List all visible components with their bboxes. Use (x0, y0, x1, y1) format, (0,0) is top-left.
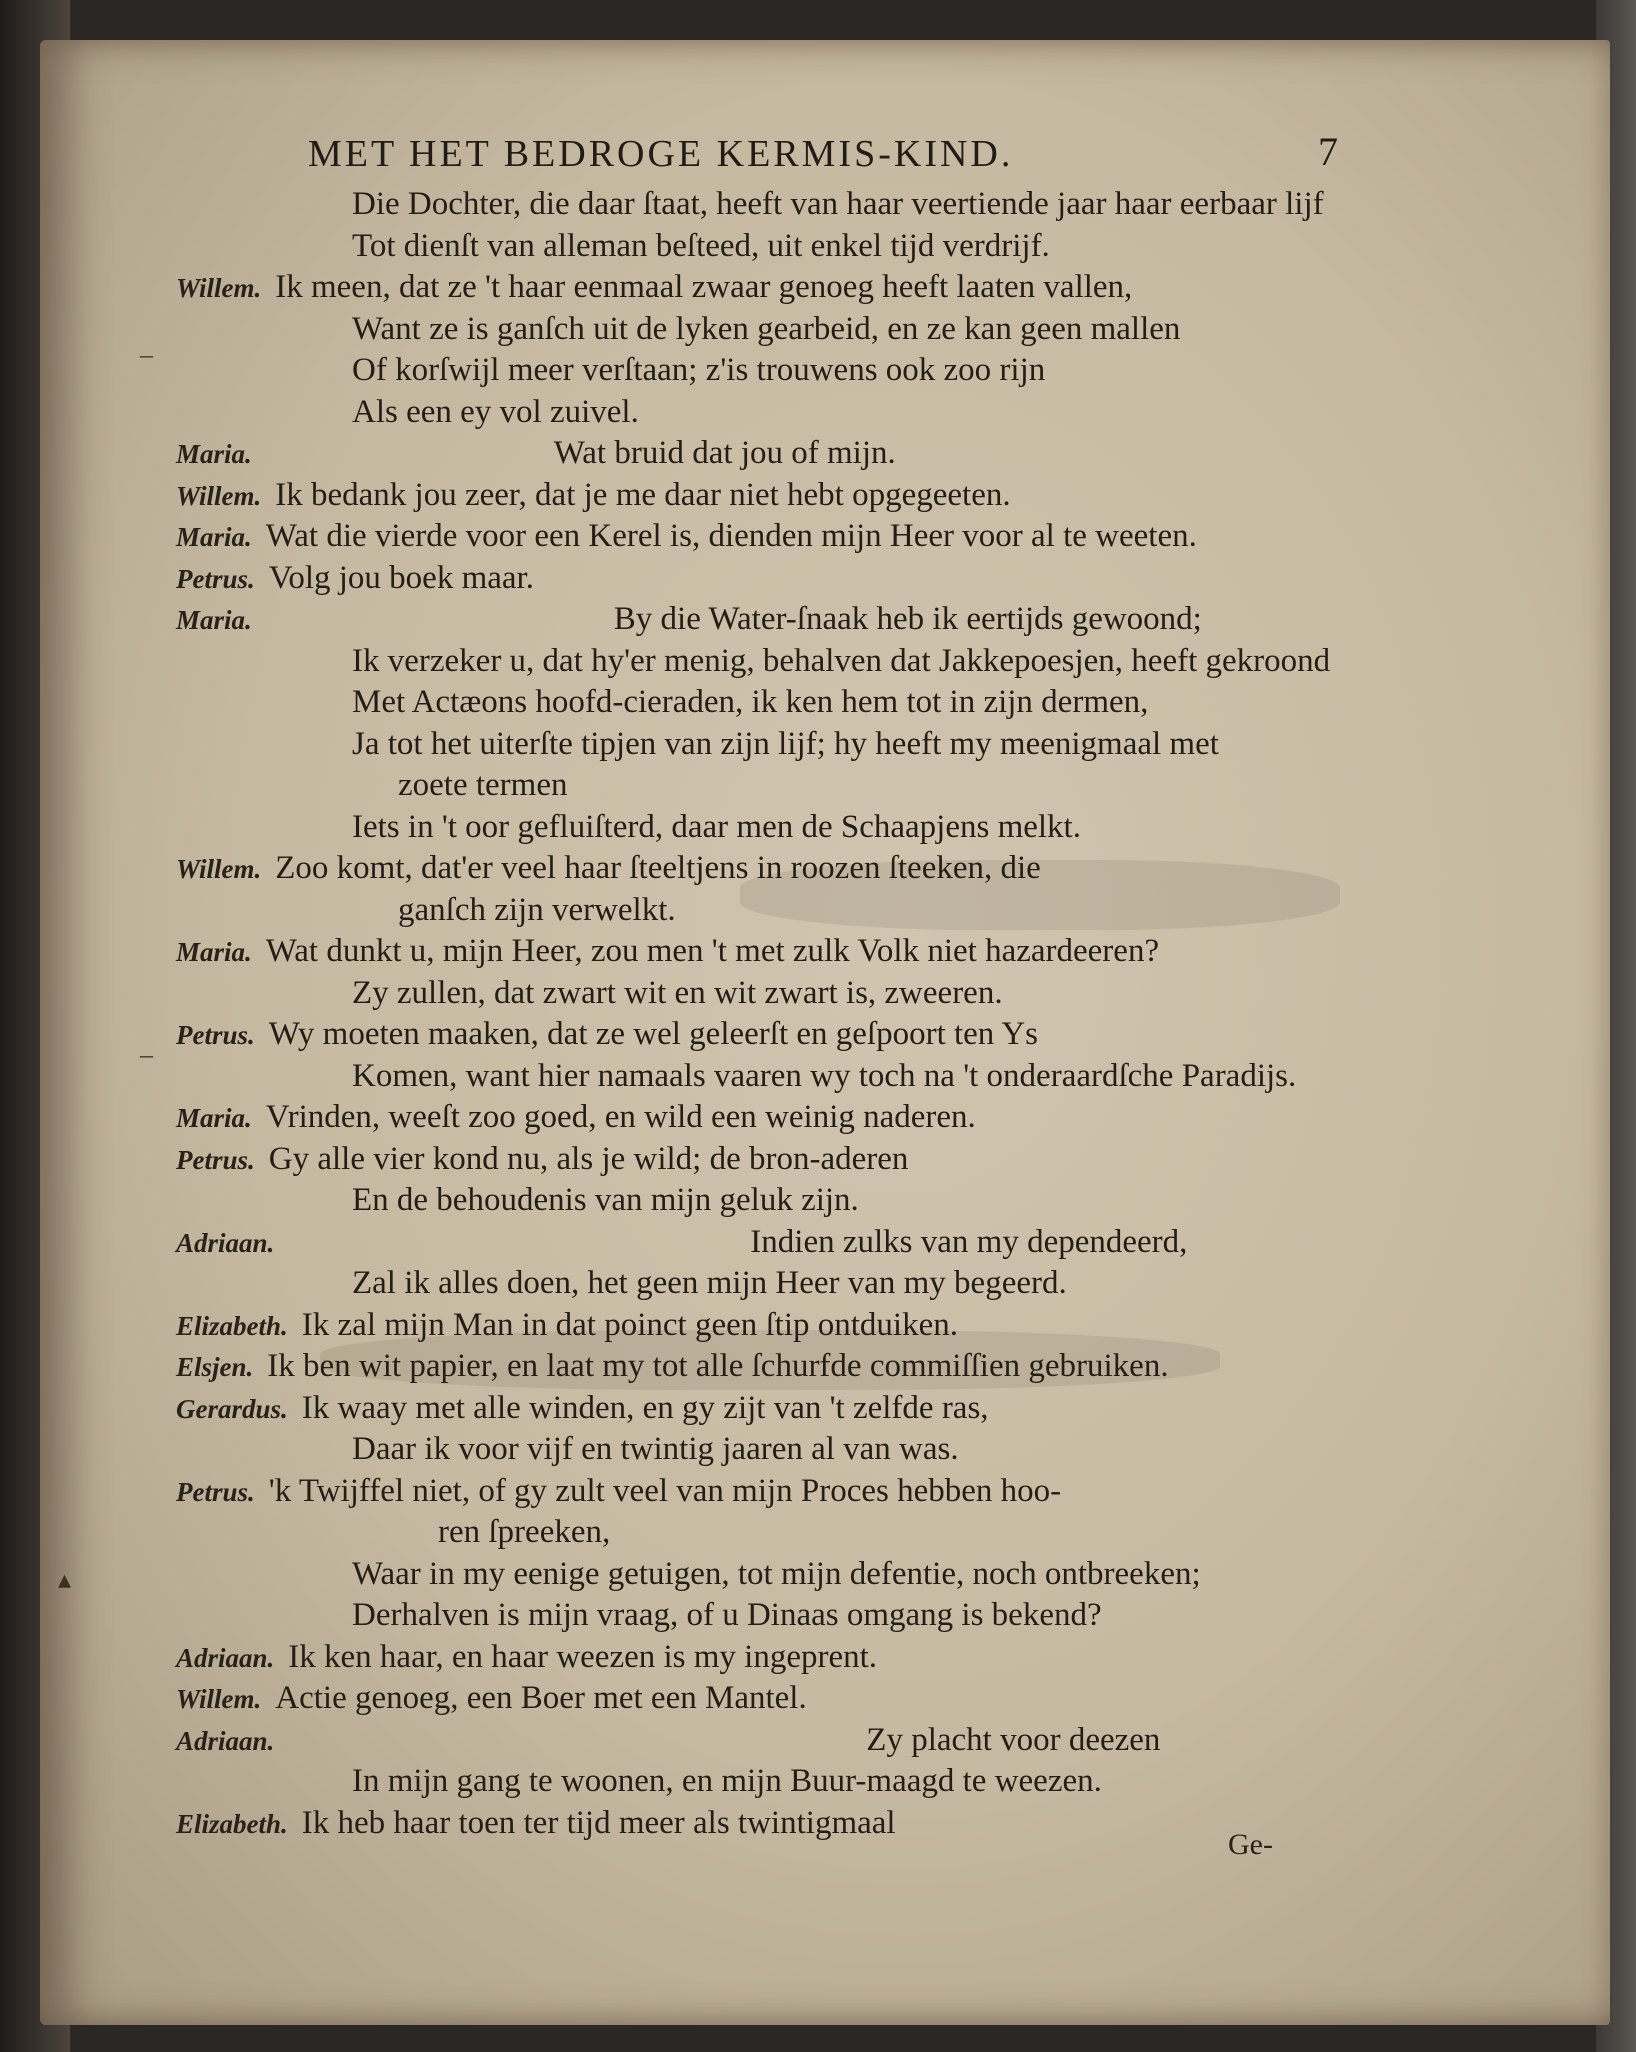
line-text: Tot dienſt van alleman beſteed, uit enkel tijd verdrijf. (352, 227, 1050, 264)
page-number: 7 (1318, 129, 1341, 174)
speaker-name: Adriaan. (176, 1642, 275, 1673)
line-text: Iets in 't oor gefluiſterd, daar men de Schaapjens melkt. (352, 808, 1081, 845)
line-text: Wat bruid dat jou of mijn. (553, 435, 896, 471)
book-page (40, 40, 1610, 2025)
line-text: Daar ik voor vijf en twintig jaaren al van was. (352, 1431, 959, 1467)
text-block (40, 40, 1610, 2025)
speaker-name: Adriaan. (176, 1227, 275, 1258)
speech-line (176, 1348, 1169, 1385)
verse-line (176, 352, 1045, 389)
line-text: Gy alle vier kond nu, als je wild; de bron-aderen (268, 1140, 909, 1177)
verse-line (176, 684, 1148, 721)
verse-line (176, 643, 1330, 680)
line-text: Want ze is ganſch uit de lyken gearbeid, en ze kan geen mallen (352, 310, 1181, 347)
verse-line (176, 767, 567, 804)
line-text: Ik ken haar, en haar weezen is my ingeprent. (288, 1638, 878, 1675)
speech-line (176, 269, 1132, 306)
speech-line (176, 1390, 989, 1427)
speech-line (176, 1016, 1038, 1053)
verse-line (176, 1556, 1201, 1593)
line-text: ren ſpreeken, (438, 1514, 611, 1550)
speaker-name: Maria. (176, 439, 252, 469)
verse-line (176, 186, 1324, 223)
line-text: Die Dochter, die daar ſtaat, heeft van haar veertiende jaar haar eerbaar lijf (352, 186, 1324, 222)
line-text: Ja tot het uiterſte tipjen van zijn lijf; hy heeft my meenigmaal met (352, 725, 1219, 762)
verse-line (176, 1763, 1102, 1800)
speaker-name: Elizabeth. (176, 1808, 288, 1839)
speech-line (176, 435, 896, 472)
margin-mark: – (140, 340, 153, 369)
speech-line (176, 1805, 896, 1842)
line-text: Zoo komt, dat'er veel haar ſteeltjens in roozen ſteeken, die (275, 850, 1041, 886)
speech-line (176, 1141, 908, 1178)
line-text: Derhalven is mijn vraag, of u Dinaas omgang is bekend? (352, 1597, 1102, 1633)
speaker-name: Maria. (176, 522, 252, 552)
speech-line (176, 1722, 1160, 1759)
line-text: Zal ik alles doen, het geen mijn Heer van my begeerd. (352, 1265, 1067, 1301)
speaker-name: Maria. (176, 937, 252, 967)
line-text: Volg jou boek maar. (268, 559, 534, 596)
verse-line (176, 1597, 1102, 1634)
speaker-name: Willem. (176, 1684, 262, 1714)
line-text: Ik verzeker u, dat hy'er menig, behalven dat Jakkepoesjen, heeft gekroond (352, 642, 1331, 679)
speech-line (176, 477, 1011, 514)
speech-line (176, 933, 1159, 970)
line-text: Ik ben wit papier, en laat my tot alle ſchurfde commiſſien gebruiken. (267, 1348, 1169, 1384)
line-text: Zy zullen, dat zwart wit en wit zwart is, zweeren. (352, 974, 1003, 1011)
speech-line (176, 601, 1202, 638)
catchword: Ge- (1228, 1828, 1273, 1861)
speech-line (176, 1639, 877, 1676)
line-text: Ik heb haar toen ter tijd meer als twintigmaal (301, 1804, 896, 1841)
speech-line (176, 1680, 807, 1717)
verse-line (176, 1058, 1296, 1095)
verse-line (176, 311, 1180, 348)
speaker-name: Willem. (176, 854, 262, 884)
line-text: Zy placht voor deezen (866, 1721, 1161, 1758)
line-text: Of korſwijl meer verſtaan; z'is trouwens ook zoo rijn (352, 352, 1046, 388)
verse-line (176, 394, 639, 431)
line-text: Ik waay met alle winden, en gy zijt van 't zelfde ras, (301, 1389, 989, 1426)
line-text: En de behoudenis van mijn geluk zijn. (352, 1182, 859, 1218)
verse-line (176, 1265, 1067, 1302)
speaker-name: Willem. (176, 273, 262, 303)
line-text: Met Actæons hoofd-cieraden, ik ken hem tot in zijn dermen, (352, 684, 1149, 720)
line-text: By die Water-ſnaak heb ik eertijds gewoond; (613, 601, 1202, 637)
verse-line (176, 1182, 859, 1219)
speaker-name: Maria. (176, 605, 252, 635)
speaker-name: Petrus. (176, 1476, 255, 1507)
speaker-name: Gerardus. (176, 1393, 288, 1424)
line-text: Als een ey vol zuivel. (352, 393, 639, 430)
running-title: MET HET BEDROGE KERMIS-KIND. (308, 133, 1014, 175)
line-text: Vrinden, weeſt zoo goed, en wild een weinig naderen. (265, 1099, 976, 1135)
speaker-name: Petrus. (176, 563, 255, 594)
line-text: Komen, want hier namaals vaaren wy toch na 't onderaardſche Paradijs. (352, 1057, 1297, 1094)
line-text: Wy moeten maaken, dat ze wel geleerſt en geſpoort ten Ys (268, 1016, 1038, 1052)
margin-mark: ▴ (58, 1565, 72, 1594)
speech-line (176, 560, 534, 597)
speaker-name: Maria. (176, 1103, 252, 1133)
line-text: Ik bedank jou zeer, dat je me daar niet hebt opgegeeten. (275, 476, 1011, 513)
verse-line (176, 892, 676, 929)
line-text: 'k Twijffel niet, of gy zult veel van mijn Proces hebben hoo- (268, 1472, 1062, 1509)
speaker-name: Elizabeth. (176, 1310, 288, 1341)
verse-line (176, 726, 1219, 763)
speaker-name: Willem. (176, 480, 262, 511)
verse-line (176, 975, 1003, 1012)
speech-line (176, 1307, 958, 1344)
verse-line (176, 809, 1081, 846)
line-text: In mijn gang te woonen, en mijn Buur-maagd te weezen. (352, 1763, 1102, 1799)
line-text: ganſch zijn verwelkt. (398, 891, 676, 928)
line-text: Indien zulks van my dependeerd, (750, 1223, 1188, 1260)
line-text: Wat die vierde voor een Kerel is, dienden mijn Heer voor al te weeten. (265, 518, 1197, 554)
speech-line (176, 518, 1197, 555)
margin-mark: – (140, 1040, 153, 1069)
speaker-name: Adriaan. (176, 1725, 275, 1756)
speech-line (176, 850, 1041, 887)
speaker-name: Petrus. (176, 1144, 255, 1175)
speech-line (176, 1224, 1187, 1261)
line-text: zoete termen (398, 767, 568, 803)
speaker-name: Elsjen. (176, 1352, 254, 1382)
line-text: Actie genoeg, een Boer met een Mantel. (275, 1680, 807, 1716)
verse-line (176, 1514, 610, 1551)
speech-line (176, 1473, 1061, 1510)
line-text: Waar in my eenige getuigen, tot mijn defentie, noch ontbreeken; (352, 1555, 1201, 1592)
verse-line (176, 228, 1050, 265)
line-text: Ik zal mijn Man in dat poinct geen ſtip ontduiken. (301, 1306, 958, 1343)
speaker-name: Petrus. (176, 1020, 255, 1050)
line-text: Wat dunkt u, mijn Heer, zou men 't met zulk Volk niet hazardeeren? (265, 933, 1160, 969)
line-text: Ik meen, dat ze 't haar eenmaal zwaar genoeg heeft laaten vallen, (275, 269, 1133, 305)
verse-line (176, 1431, 959, 1468)
speech-line (176, 1099, 976, 1136)
